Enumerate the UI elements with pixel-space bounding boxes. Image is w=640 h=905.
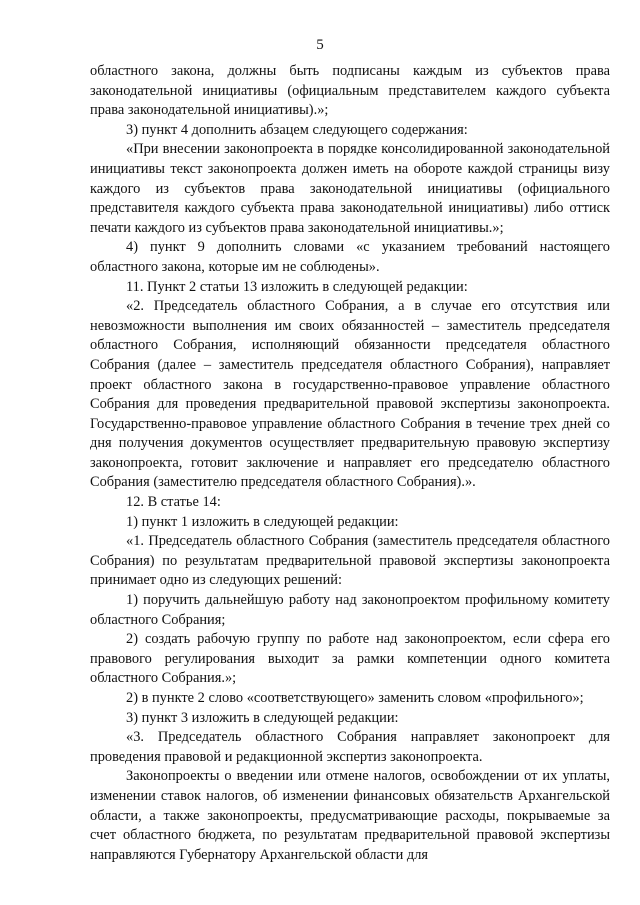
paragraph: «2. Председатель областного Собрания, а в случае его отсутствия или невозможности выполнения им своих обязанностей – заместитель председателя областного Собрания, исполняющий обязанности председателя областного Собрания (далее – заместитель председателя областного Собрания), направляет проект областного закона в государственно-правовое управление областного Собрания для проведения предварительной правовой экспертизы законопроекта. Государственно-правовое управление областного Собрания в течение трех дней со дня получения документов осуществляет предварительную правовую экспертизу законопроекта, готовит заключение и направляет его председателю областного Собрания (заместителю председателя областного Собрания).». [90, 298, 610, 491]
paragraph: 3) пункт 4 дополнить абзацем следующего содержания: [126, 121, 468, 138]
paragraph: 12. В статье 14: [126, 494, 221, 511]
paragraph: 11. Пункт 2 статьи 13 изложить в следующей редакции: [126, 278, 468, 295]
paragraph: Законопроекты о введении или отмене налогов, освобождении от их уплаты, изменении ставок налогов, об изменении финансовых обязательств Архангельской области, а также законопроекты, предусматривающие расходы, покрываемые за счет областного бюджета, по результатам предварительной правовой экспертизы направляются Губернатору Архангельской области для [90, 768, 610, 863]
paragraph: 4) пункт 9 дополнить словами «с указанием требований настоящего областного закона, которые им не соблюдены». [90, 239, 610, 275]
paragraph: «3. Председатель областного Собрания направляет законопроект для проведения правовой и редакционной экспертиз законопроекта. [90, 729, 610, 765]
paragraph: областного закона, должны быть подписаны каждым из субъектов права законодательной инициативы (официальным представителем каждого субъекта права законодательной инициативы).»; [90, 63, 610, 119]
paragraph: 1) пункт 1 изложить в следующей редакции: [126, 513, 399, 530]
paragraph: 3) пункт 3 изложить в следующей редакции: [126, 709, 399, 726]
paragraph: 2) в пункте 2 слово «соответствующего» заменить словом «профильного»; [126, 690, 584, 706]
paragraph: 1) поручить дальнейшую работу над законопроектом профильному комитету областного Собрания; [90, 592, 610, 628]
paragraph: «1. Председатель областного Собрания (заместитель председателя областного Собрания) по результатам предварительной правовой экспертизы законопроекта принимает одно из следующих решений: [90, 533, 610, 589]
paragraph: «При внесении законопроекта в порядке консолидированной законодательной инициативы текст законопроекта должен иметь на обороте каждой страницы визу каждого из субъектов права законодательной инициативы (официального представителя каждого субъекта права законодательной инициативы) либо оттиск печати каждого из субъектов права законодательной инициативы.»; [90, 141, 610, 236]
page-number: 5 [316, 37, 324, 53]
paragraph: 2) создать рабочую группу по работе над законопроектом, если сфера его правового регулирования выходит за рамки компетенции одного комитета областного Собрания.»; [90, 631, 610, 687]
document-body [90, 62, 610, 865]
